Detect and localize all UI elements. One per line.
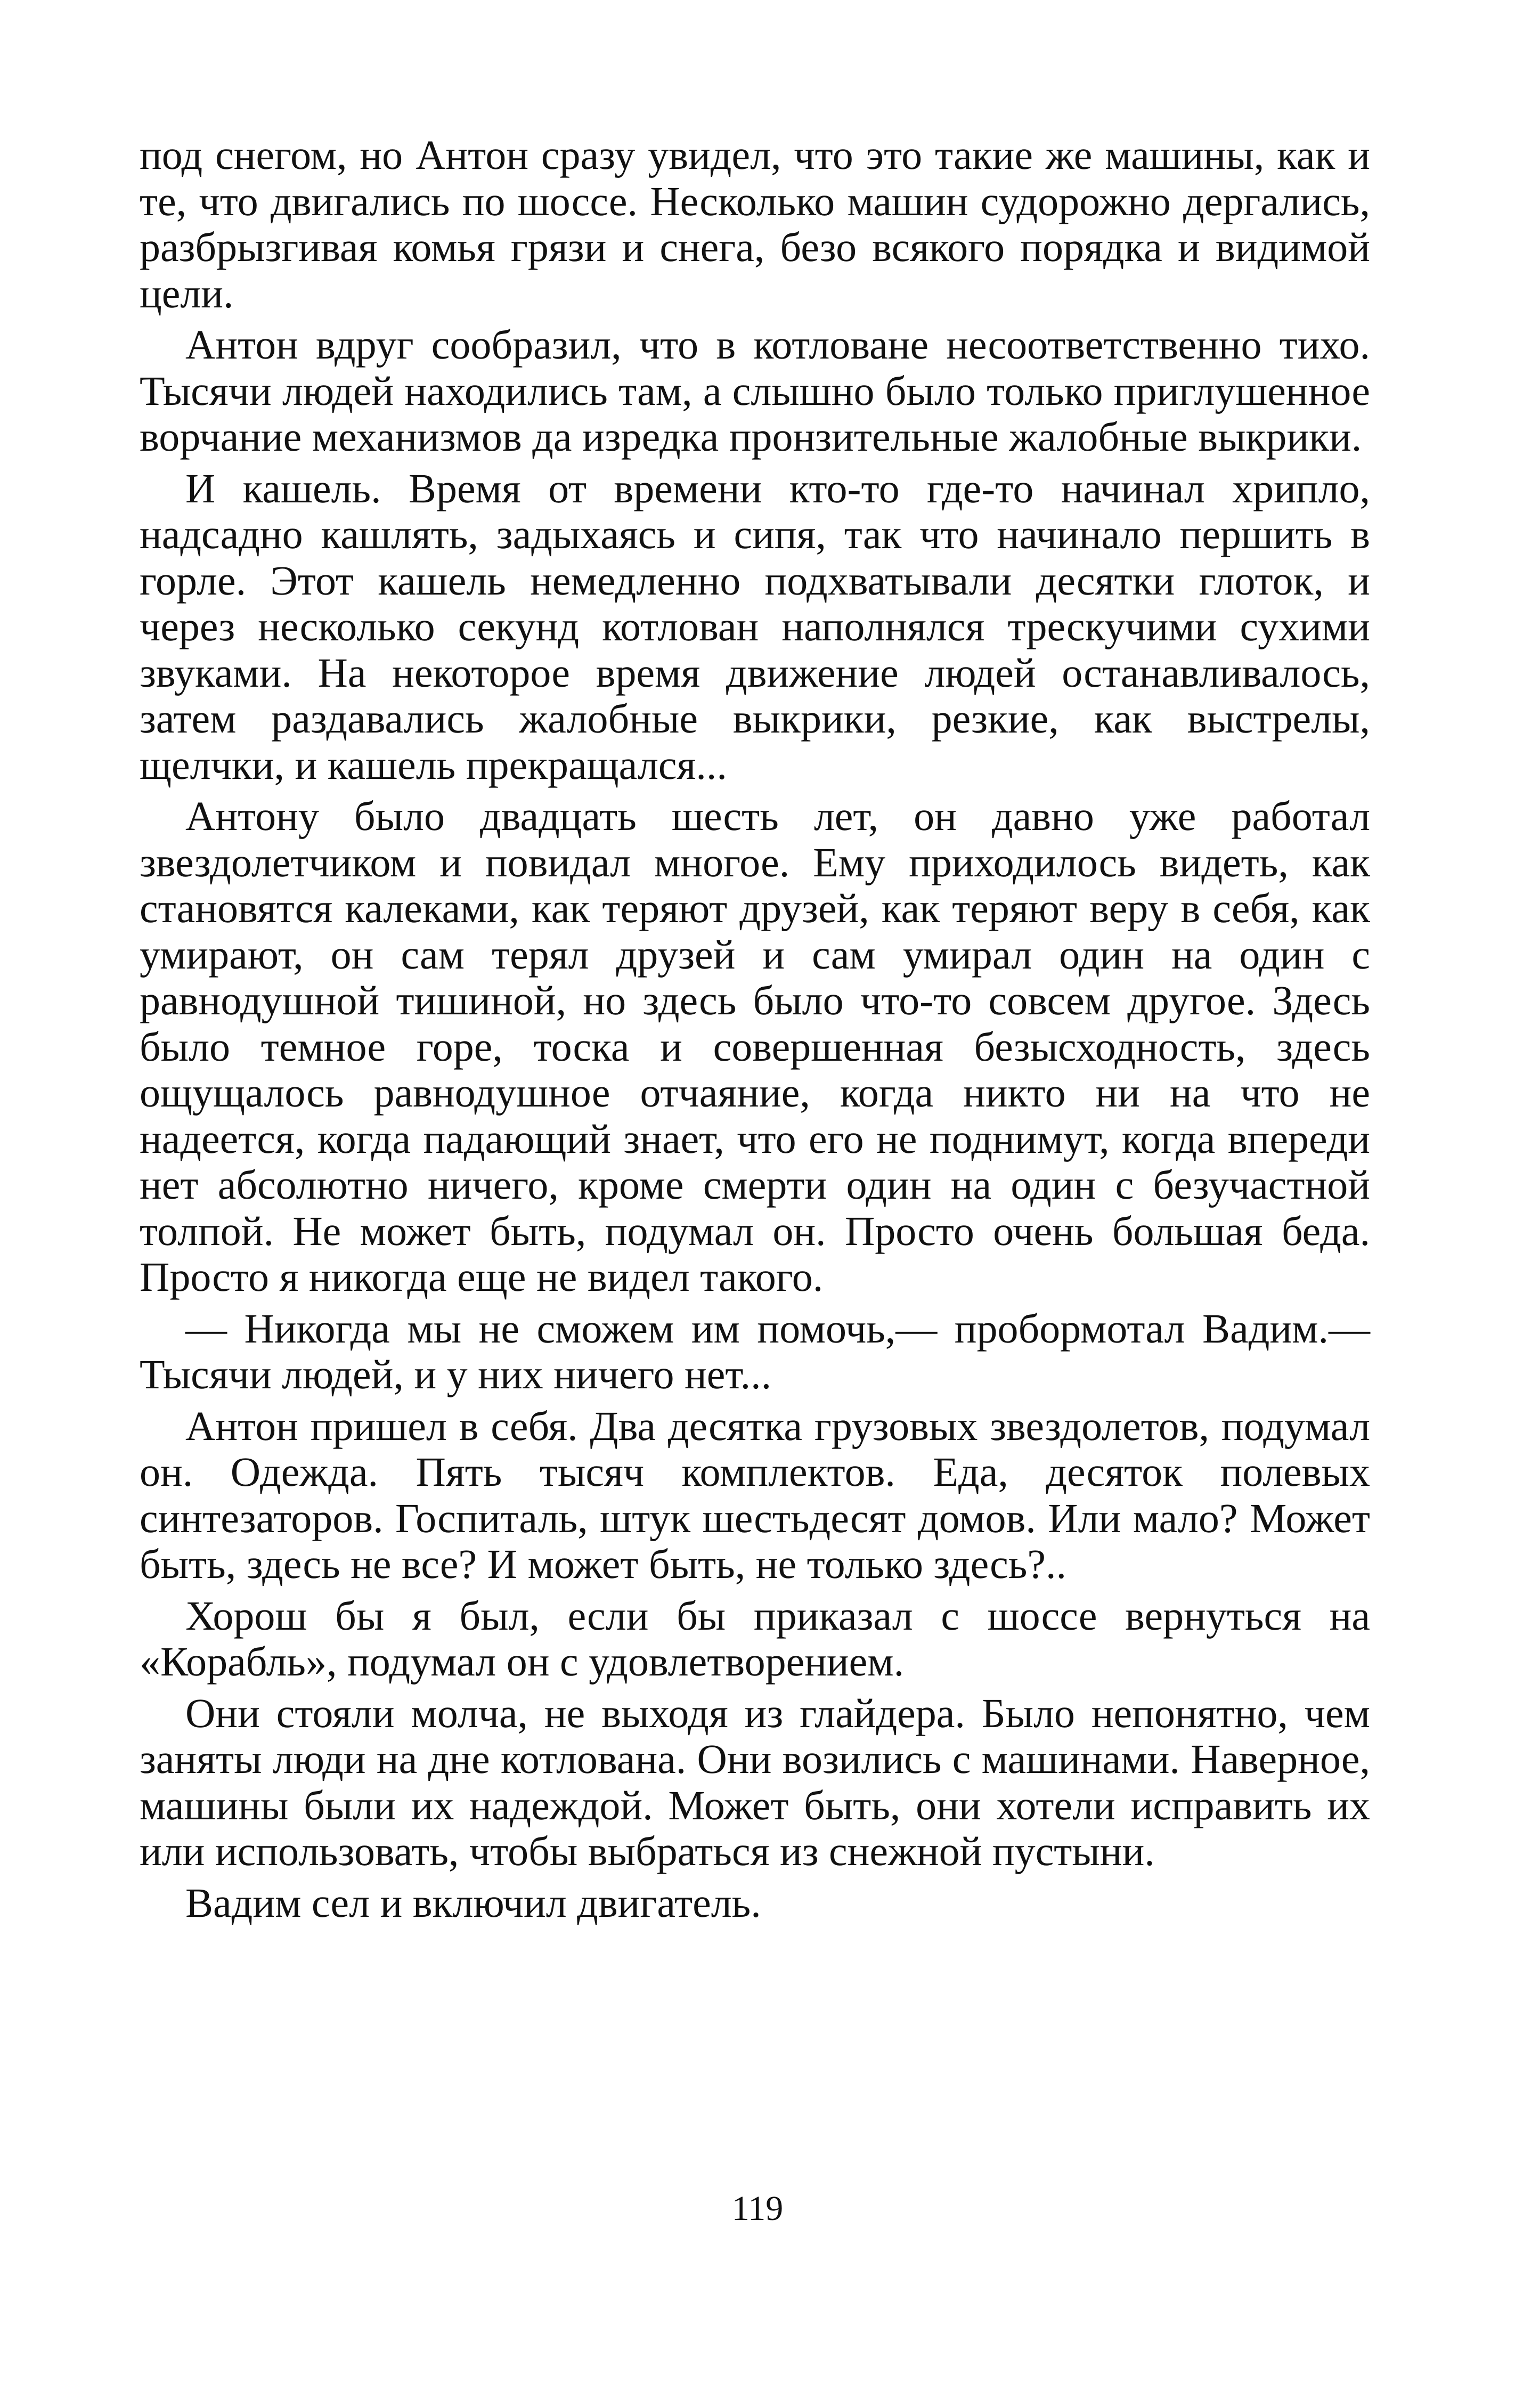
paragraph: Хорош бы я был, если бы приказал с шоссе вернуться на «Корабль», подумал он с удовлетворением. [140,1592,1370,1685]
paragraph: Антону было двадцать шесть лет, он давно уже работал звездолетчиком и повидал многое. Ему приходилось видеть, как становятся калеками, как теряют друзей, как теряют веру в себя, как умирают, он сам терял друзей и сам умирал один на один с равнодушной тишиной, но здесь было что-то совсем другое. Здесь было темное горе, тоска и совершенная безысходность, здесь ощущалось равнодушное отчаяние, когда никто ни на что не надеется, когда падающий знает, что его не поднимут, когда впереди нет абсолютно ничего, кроме смерти один на один с безучастной толпой. Не может быть, подумал он. Просто очень большая беда. Просто я никогда еще не видел такого. [140,793,1370,1300]
paragraph: Вадим сел и включил двигатель. [185,1879,761,1926]
paragraph: — Никогда мы не сможем им помочь,— пробормотал Вадим.— Тысячи людей, и у них ничего нет... [140,1305,1370,1397]
paragraph: Они стояли молча, не выходя из глайдера. Было непонятно, чем заняты люди на дне котлована. Они возились с машинами. Наверное, машины были их надеждой. Может быть, они хотели исправить их или использовать, чтобы выбраться из снежной пустыни. [140,1689,1370,1874]
paragraph: И кашель. Время от времени кто-то где-то начинал хрипло, надсадно кашлять, задыхаясь и сипя, так что начинало першить в горле. Этот кашель немедленно подхватывали десятки глоток, и через несколько секунд котлован наполнялся трескучими сухими звуками. На некоторое время движение людей останавливалось, затем раздавались жалобные выкрики, резкие, как выстрелы, щелчки, и кашель прекращался... [140,465,1370,788]
paragraph: Антон вдруг сообразил, что в котловане несоответственно тихо. Тысячи людей находились там, а слышно было только приглушенное ворчание механизмов да изредка пронзительные жалобные выкрики. [140,321,1370,460]
page-body-text [140,132,1370,1931]
paragraph: Антон пришел в себя. Два десятка грузовых звездолетов, подумал он. Одежда. Пять тысяч комплектов. Еда, десяток полевых синтезаторов. Госпиталь, штук шестьдесят домов. Или мало? Может быть, здесь не все? И может быть, не только здесь?.. [140,1402,1370,1587]
paragraph: под снегом, но Антон сразу увидел, что это такие же машины, как и те, что двигались по шоссе. Несколько машин судорожно дергались, разбрызгивая комья грязи и снега, безо всякого порядка и видимой цели. [140,132,1370,316]
page-number: 119 [731,2189,784,2228]
